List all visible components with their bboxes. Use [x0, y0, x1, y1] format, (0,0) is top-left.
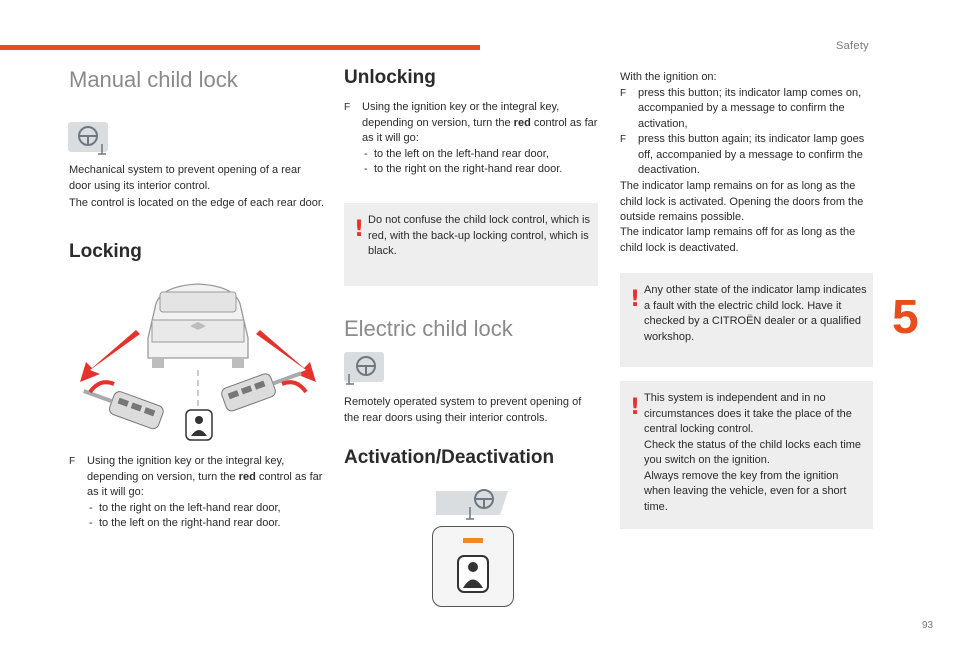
bullet-arrow-icon: F [69, 456, 76, 467]
child-lock-icon [457, 555, 489, 593]
electric-desc: Remotely operated system to prevent opening of the rear doors using their interior controls. [344, 396, 582, 424]
page-number: 93 [922, 620, 934, 631]
locking-sub-list [87, 501, 325, 532]
warning-box-fault [620, 273, 873, 367]
steering-wheel-icon [344, 352, 386, 388]
bullet-arrow-icon: F [620, 134, 627, 145]
warning-text: This system is independent and in no circumstances does it take the place of the central locking control. [644, 392, 852, 435]
warning-icon: ! [630, 287, 641, 312]
ignition-intro: With the ignition on: [620, 71, 717, 83]
warning-text: Check the status of the child locks each time you switch on the ignition. [644, 438, 862, 466]
activation-step-text: press this button; its indicator lamp comes on, accompanied by a message to confirm the activation, [638, 86, 862, 130]
indicator-lamp [463, 538, 483, 543]
child-lock-button[interactable] [432, 526, 514, 607]
warning-text: Always remove the key from the ignition when leaving the vehicle, even for a short time. [644, 469, 847, 513]
warning-box-colour [344, 203, 598, 286]
chapter-number: 5 [892, 291, 919, 344]
locking-item-after: control as far as it will go: [87, 470, 323, 498]
unlocking-sub-item: - to the right on the right-hand rear door. [362, 162, 598, 178]
activation-step-text: press this button again; its indicator lamp goes off, accompanied by a message to confirm the deactivation. [638, 133, 865, 176]
unlocking-item-after: control as far as it will go: [362, 116, 598, 144]
section-label: Safety [836, 40, 869, 52]
warning-text: Any other state of the indicator lamp indicates a fault with the electric child lock. Have it checked by a CITROËN dealer or a qualified workshop. [644, 284, 867, 343]
manual-location: The control is located on the edge of each rear door. [69, 197, 324, 209]
electric-child-lock-title: Electric child lock [344, 316, 513, 341]
activation-step [620, 86, 874, 133]
activation-step [620, 132, 874, 179]
steering-wheel-icon [68, 122, 110, 158]
warning-box-independent [620, 381, 873, 529]
chapter-accent-bar [0, 45, 480, 50]
unlocking-item-red: red [513, 116, 531, 129]
warning-icon: ! [630, 395, 641, 420]
unlocking-sub-list [362, 147, 598, 178]
locking-item-red: red [238, 470, 256, 483]
activation-steps [620, 86, 874, 179]
locking-item-text: Using the ignition key or the integral key, depending on version, turn the [87, 455, 285, 483]
indicator-on-text: The indicator lamp remains on for as long as the child lock is activated. Opening the doors from the outside remains possible. [620, 180, 864, 223]
unlocking-title: Unlocking [344, 67, 436, 88]
locking-sub-item: - to the right on the left-hand rear door, [87, 501, 325, 517]
bullet-arrow-icon: F [344, 102, 351, 113]
manual-child-lock-title: Manual child lock [69, 67, 238, 92]
warning-text: Do not confuse the child lock control, which is red, with the back-up locking control, which is black. [368, 214, 590, 257]
indicator-off-text: The indicator lamp remains off for as long as the child lock is deactivated. [620, 226, 856, 254]
locking-list [69, 454, 325, 532]
activation-title: Activation/Deactivation [344, 447, 555, 468]
unlocking-sub-item: - to the left on the left-hand rear door, [362, 147, 598, 163]
child-lock-illustration [70, 278, 326, 446]
locking-title: Locking [69, 241, 142, 262]
locking-item [69, 454, 325, 532]
unlocking-item-text: Using the ignition key or the integral key, depending on version, turn the [362, 101, 560, 129]
manual-desc: Mechanical system to prevent opening of a rear door using its interior control. [69, 164, 301, 192]
bullet-arrow-icon: F [620, 87, 627, 99]
unlocking-item [344, 100, 598, 178]
unlocking-list [344, 100, 598, 178]
steering-wheel-icon [430, 485, 512, 521]
warning-icon: ! [354, 217, 365, 242]
locking-sub-item: - to the left on the right-hand rear door. [87, 516, 325, 532]
